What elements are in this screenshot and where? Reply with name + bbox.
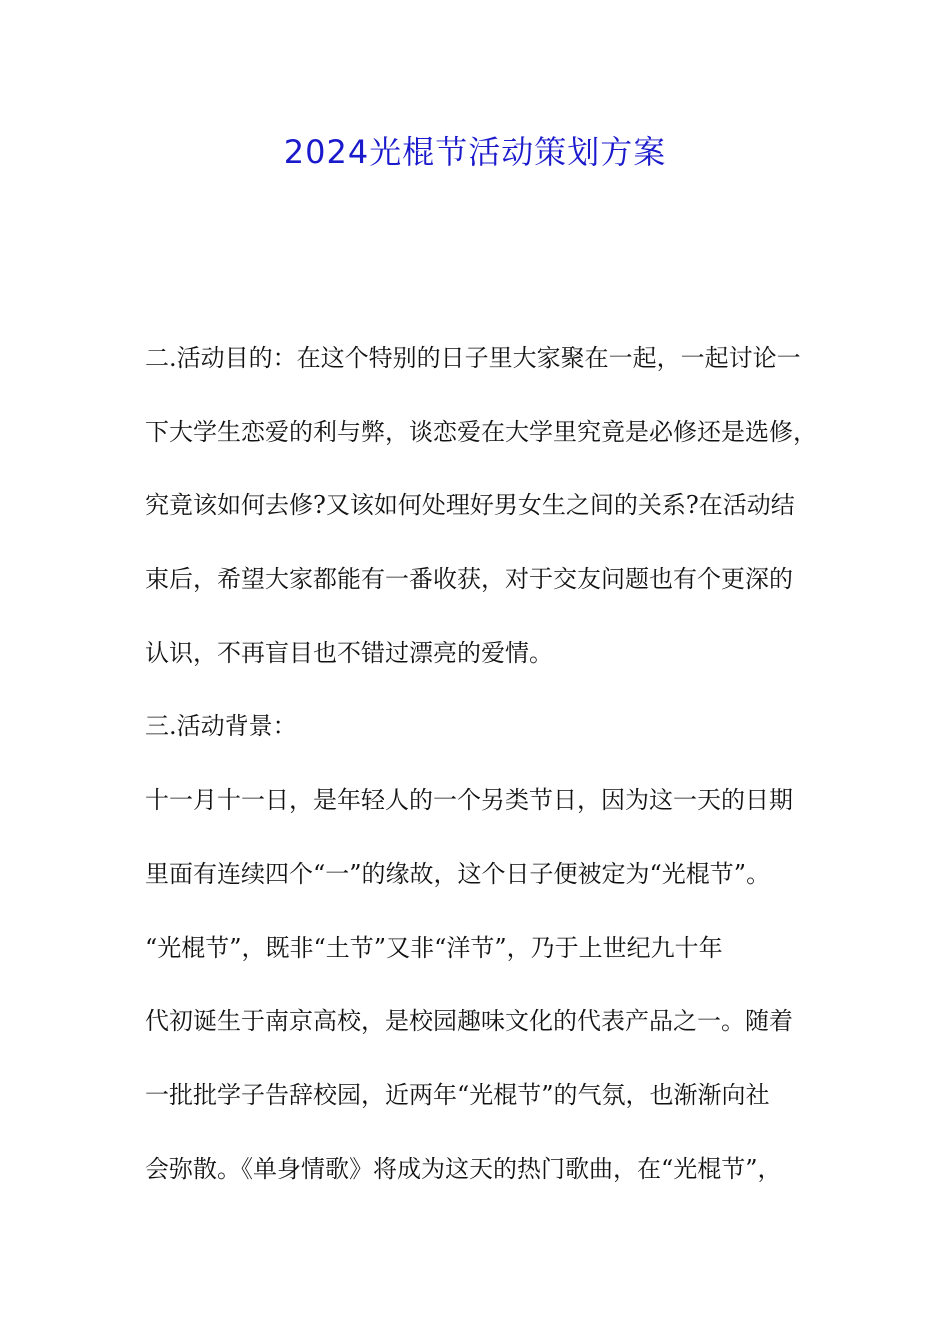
paragraph-line: 下大学生恋爱的利与弊，谈恋爱在大学里究竟是必修还是选修，	[145, 417, 817, 446]
paragraph-line: 代初诞生于南京高校，是校园趣味文化的代表产品之一。随着	[145, 1007, 793, 1036]
document-body	[145, 337, 817, 1221]
paragraph-line: 束后，希望大家都能有一番收获，对于交友问题也有个更深的	[145, 565, 793, 594]
paragraph-line: 十一月十一日，是年轻人的一个另类节日，因为这一天的日期	[145, 786, 793, 815]
paragraph-line: 认识，不再盲目也不错过漂亮的爱情。	[145, 638, 553, 667]
paragraph-line: 里面有连续四个“一”的缘故，这个日子便被定为“光棍节”。	[145, 859, 771, 888]
paragraph-line: 二.活动目的：在这个特别的日子里大家聚在一起，一起讨论一	[145, 344, 801, 372]
paragraph-line: “光棍节”，既非“土节”又非“洋节”，乃于上世纪九十年	[145, 933, 723, 962]
section-heading: 三.活动背景：	[145, 712, 297, 741]
paragraph-line: 一批批学子告辞校园，近两年“光棍节”的气氛，也渐渐向社	[145, 1080, 770, 1109]
paragraph-line: 会弥散。《单身情歌》将成为这天的热门歌曲，在“光棍节”，	[145, 1154, 782, 1183]
paragraph-line: 究竟该如何去修?又该如何处理好男女生之间的关系?在活动结	[145, 491, 795, 520]
document-title: 2024光棍节活动策划方案	[283, 133, 667, 171]
